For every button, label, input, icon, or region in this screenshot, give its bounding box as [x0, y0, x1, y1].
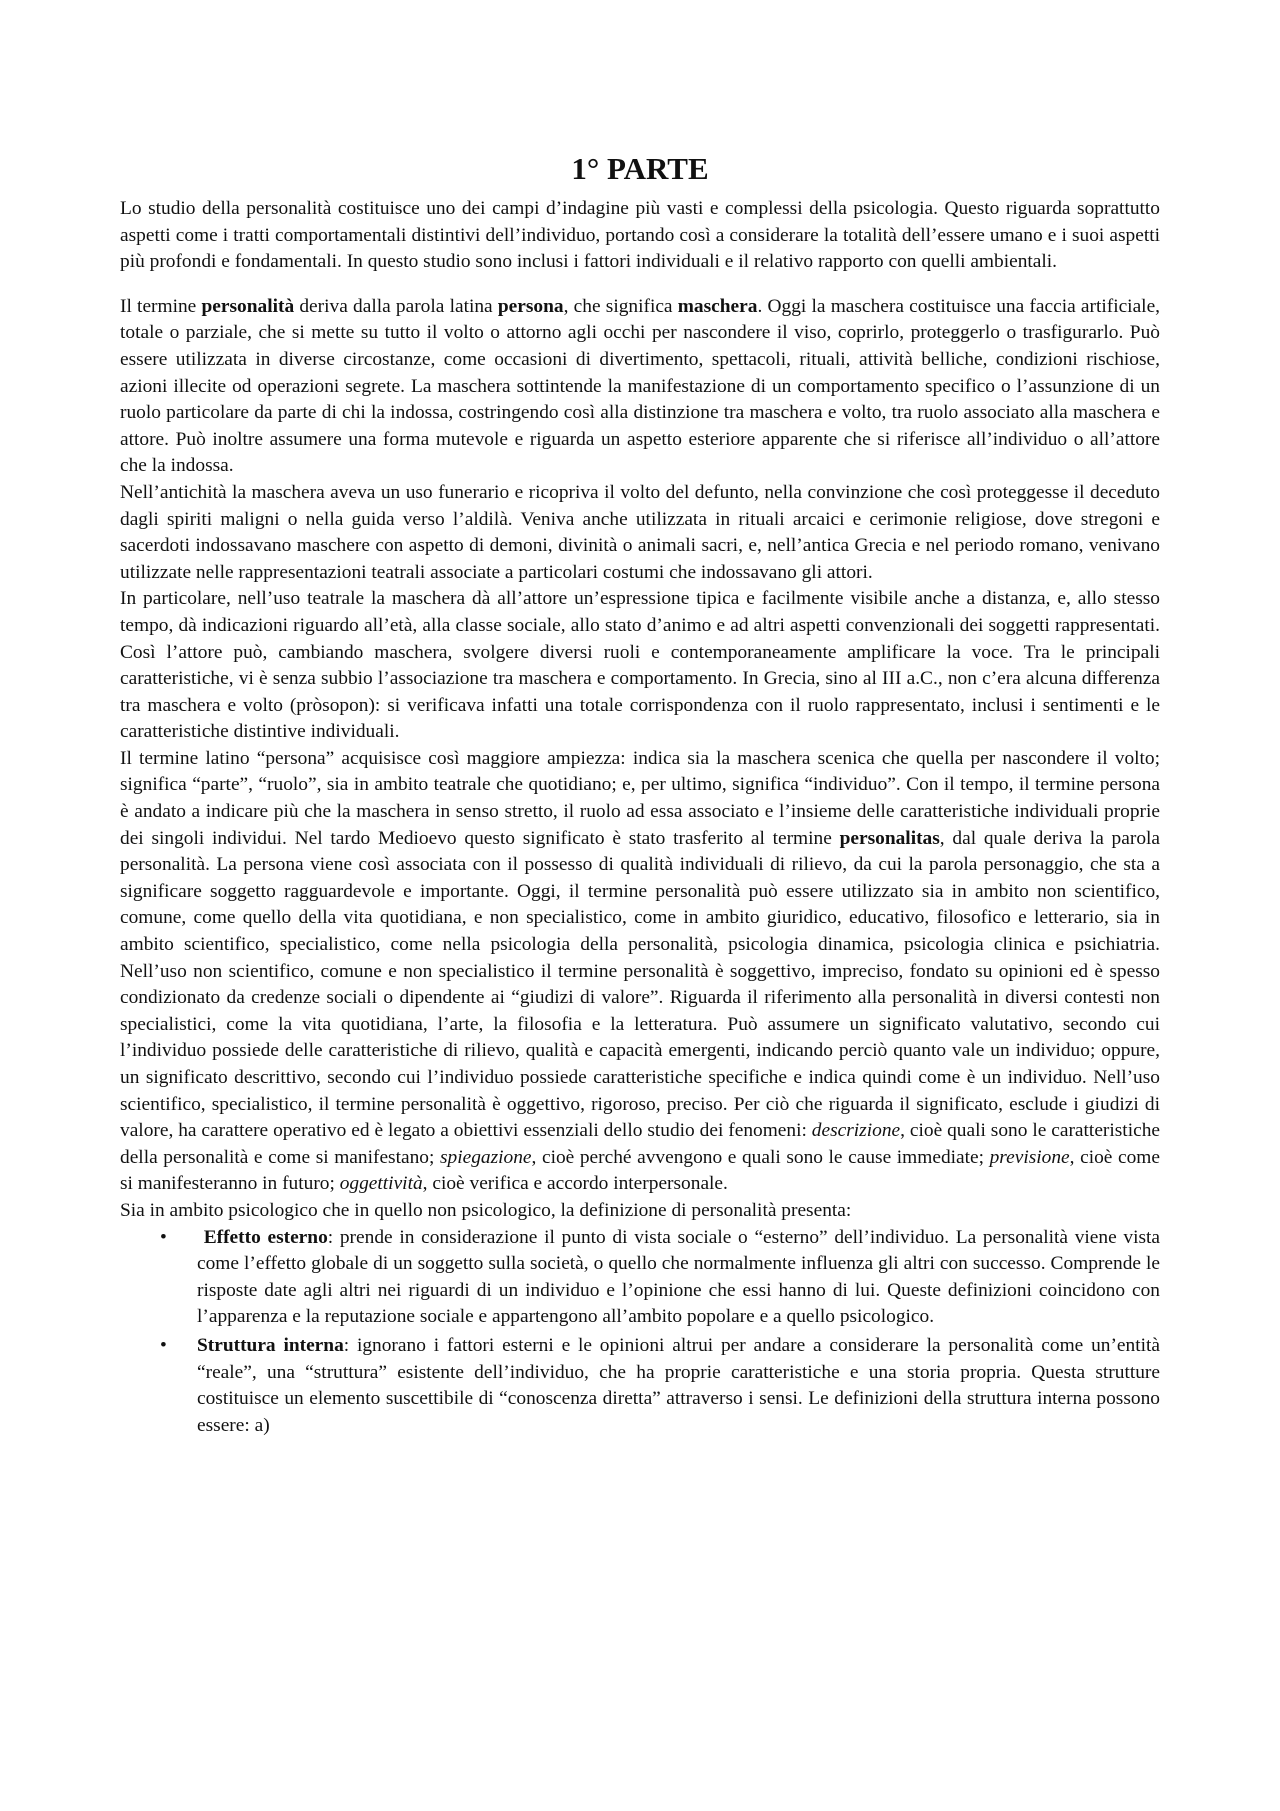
paragraph-latin-persona: Il termine latino “persona” acquisisce così maggiore ampiezza: indica sia la maschera scenica che quella per nascondere il volto; significa “parte”, “ruolo”, sia in ambito teatrale che quotidiano; e, per ultimo, significa “individuo”. Con il tempo, il termine persona è andato a indicare più che la maschera in senso stretto, il ruolo ad essa associato e l’insieme delle caratteristiche individuali proprie dei singoli individui. Nel tardo Medioevo questo significato è stato trasferito al termine personalitas, dal quale deriva la parola personalità. La persona viene così associata con il possesso di qualità individuali di rilievo, da cui la parola personaggio, che sta a significare soggetto ragguardevole e importante. Oggi, il termine personalità può essere utilizzato sia in ambito non scientifico, comune, come quello della vita quotidiana, e non specialistico, come in ambito giuridico, educativo, filosofico e letterario, sia in ambito scientifico, specialistico, come nella psicologia della personalità, psicologia dinamica, psicologia clinica e psichiatria. Nell’uso non scientifico, comune e non specialistico il termine personalità è soggettivo, impreciso, fondato su opinioni ed è spesso condizionato da credenze sociali o dipendente ai “giudizi di valore”. Riguarda il riferimento alla personalità in diversi contesti non specialistici, come la vita quotidiana, l’arte, la filosofia e la letteratura. Può assumere un significato valutativo, secondo cui l’individuo possiede delle caratteristiche di rilievo, qualità e capacità emergenti, indicando perciò quanto vale un individuo; oppure, un significato descrittivo, secondo cui l’individuo possiede caratteristiche specifiche e indica quindi come è un individuo. Nell’uso scientifico, specialistico, il termine personalità è oggettivo, rigoroso, preciso. Per ciò che riguarda il significato, esclude i giudizi di valore, ha carattere operativo ed è legato a obiettivi essenziali dello studio dei fenomeni: descrizione, cioè quali sono le caratteristiche della personalità e come si manifestano; spiegazione, cioè perché avvengono e quali sono le cause immediate; previsione, cioè come si manifesteranno in futuro; oggettività, cioè verifica e accordo interpersonale. [120, 747, 1161, 1195]
term-maschera: maschera [677, 295, 758, 317]
paragraph-intro: Lo studio della personalità costituisce uno dei campi d’indagine più vasti e complessi della psicologia. Questo riguarda soprattutto aspetti come i tratti comportamentali distintivi dell’individuo, portando così a considerare la totalità dell’essere umano e i suoi aspetti più profondi e fondamentali. In questo studio sono inclusi i fattori individuali e il relativo rapporto con quelli ambientali. [120, 198, 1160, 273]
list-item-term: Struttura interna [197, 1334, 344, 1356]
term-previsione: previsione [989, 1146, 1070, 1168]
paragraph-antiquity: Nell’antichità la maschera aveva un uso funerario e ricopriva il volto del defunto, nella convinzione che così proteggesse il deceduto dagli spiriti maligni o nella guida verso l’aldilà. Veniva anche utilizzata in rituali arcaici e cerimonie religiose, dove stregoni e sacerdoti indossavano maschere con aspetto di demoni, divinità o animali sacri, e, nell’antica Grecia e nel periodo romano, venivano utilizzate nelle rappresentazioni teatrali associate a particolari costumi che indossavano gli attori. [120, 481, 1160, 583]
list-item-term: Effetto esterno [203, 1226, 328, 1248]
term-oggettivita: oggettività [339, 1173, 423, 1195]
term-persona: persona [497, 295, 564, 317]
document-page [120, 150, 1160, 1441]
list-item-text: : ignorano i fattori esterni e le opinioni altrui per andare a considerare la personalità come un’entità “reale”, una “struttura” esistente dell’individuo, che ha proprie caratteristiche e una storia propria. Questa strutture costituisce un elemento suscettibile di “conoscenza diretta” attraverso i sensi. Le definizioni della struttura interna possono essere: a) [197, 1334, 1160, 1436]
term-personalita: personalità [201, 295, 295, 317]
paragraph-definition-intro: Sia in ambito psicologico che in quello non psicologico, la definizione di personalità presenta: [120, 1199, 852, 1221]
bullet-icon: • [160, 1226, 167, 1248]
definition-list [120, 1225, 1160, 1440]
term-spiegazione: spiegazione [439, 1146, 532, 1168]
page-title: 1° PARTE [571, 151, 709, 186]
paragraph-theatre: In particolare, nell’uso teatrale la maschera dà all’attore un’espressione tipica e facilmente visibile anche a distanza, e, allo stesso tempo, dà indicazioni riguardo all’età, alla classe sociale, allo stato d’animo e ad altri aspetti convenzionali dei soggetti rappresentati. Così l’attore può, cambiando maschera, svolgere diversi ruoli e contemporaneamente amplificare la voce. Tra le principali caratteristiche, vi è senza subbio l’associazione tra maschera e comportamento. In Grecia, sino al III a.C., non c’era alcuna differenza tra maschera e volto (pròsopon): si verificava infatti una totale corrispondenza con il ruolo rappresentato, inclusi i sentimenti e le caratteristiche distintive individuali. [120, 588, 1160, 743]
term-descrizione: descrizione [811, 1120, 901, 1142]
list-item-struttura-interna [120, 1333, 1160, 1439]
list-item-text: : prende in considerazione il punto di vista sociale o “esterno” dell’individuo. La personalità viene vista come l’effetto globale di un soggetto sulla società, o quello che normalmente influenza gli altri con successo. Comprende le risposte date agli altri nei riguardi di un individuo e l’opinione che essi hanno di lui. Queste definizioni coincidono con l’apparenza e la reputazione sociale e appartengono all’ambito popolare e a quello psicologico. [197, 1226, 1160, 1328]
bullet-icon: • [160, 1334, 167, 1356]
paragraph-etymology: Il termine personalità deriva dalla parola latina persona, che significa maschera. Oggi la maschera costituisce una faccia artificiale, totale o parziale, che si mette su tutto il volto o attorno agli occhi per nascondere il viso, coprirlo, proteggerlo o trasfigurarlo. Può essere utilizzata in diverse circostanze, come occasioni di divertimento, spettacoli, rituali, attività belliche, condizioni rischiose, azioni illecite od operazioni segrete. La maschera sottintende la manifestazione di un comportamento specifico o l’assunzione di un ruolo particolare da parte di chi la indossa, costringendo così alla distinzione tra maschera e volto, tra ruolo associato alla maschera e attore. Può inoltre assumere una forma mutevole e riguarda un aspetto esteriore apparente che si riferisce all’individuo o all’attore che la indossa. [120, 295, 1161, 477]
list-item-effetto-esterno [120, 1225, 1160, 1331]
term-personalitas: personalitas [839, 827, 940, 849]
